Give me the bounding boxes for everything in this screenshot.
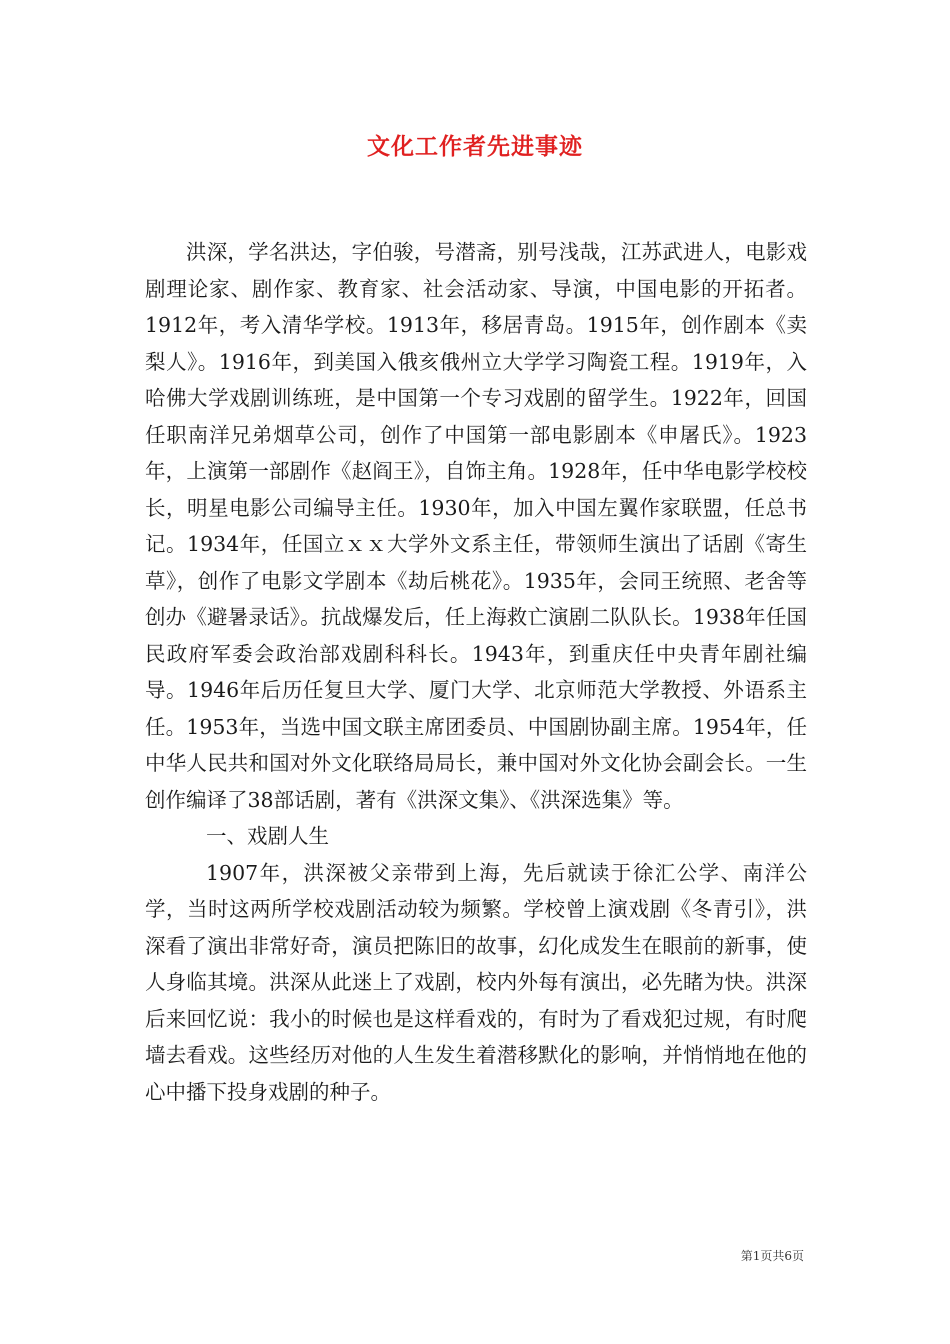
section-heading: 一、戏剧人生: [206, 824, 329, 848]
intro-paragraph: 洪深，学名洪达，字伯骏，号潜斋，别号浅哉，江苏武进人，电影戏剧理论家、剧作家、教育家、社会活动家、导演，中国电影的开拓者。1912年，考入清华学校。1913年，移居青岛。1915年，创作剧本《卖梨人》。1916年，到美国入俄亥俄州立大学学习陶瓷工程。1919年，入哈佛大学戏剧训练班，是中国第一个专习戏剧的留学生。1922年，回国任职南洋兄弟烟草公司，创作了中国第一部电影剧本《申屠氏》。1923年，上演第一部剧作《赵阎王》，自饰主角。1928年，任中华电影学校校长，明星电影公司编导主任。1930年，加入中国左翼作家联盟，任总书记。1934年，任国立ｘｘ大学外文系主任，带领师生演出了话剧《寄生草》，创作了电影文学剧本《劫后桃花》。1935年，会同王统照、老舍等创办《避暑录话》。抗战爆发后，任上海救亡演剧二队队长。1938年任国民政府军委会政治部戏剧科科长。1943年，到重庆任中央青年剧社编导。1946年后历任复旦大学、厦门大学、北京师范大学教授、外语系主任。1953年，当选中国文联主席团委员、中国剧协副主席。1954年，任中华人民共和国对外文化联络局局长，兼中国对外文化协会副会长。一生创作编译了38部话剧，著有《洪深文集》、《洪深选集》等。: [145, 240, 807, 812]
document-body: [145, 234, 807, 1110]
page-number-footer: 第1页共6页: [740, 1249, 804, 1263]
document-title: 文化工作者先进事迹: [367, 133, 583, 160]
section-paragraph: 1907年，洪深被父亲带到上海，先后就读于徐汇公学、南洋公学，当时这两所学校戏剧活动较为频繁。学校曾上演戏剧《冬青引》，洪深看了演出非常好奇，演员把陈旧的故事，幻化成发生在眼前的新事，使人身临其境。洪深从此迷上了戏剧，校内外每有演出，必先睹为快。洪深后来回忆说：我小的时候也是这样看戏的，有时为了看戏犯过规，有时爬墙去看戏。这些经历对他的人生发生着潜移默化的影响，并悄悄地在他的心中播下投身戏剧的种子。: [145, 860, 807, 1104]
